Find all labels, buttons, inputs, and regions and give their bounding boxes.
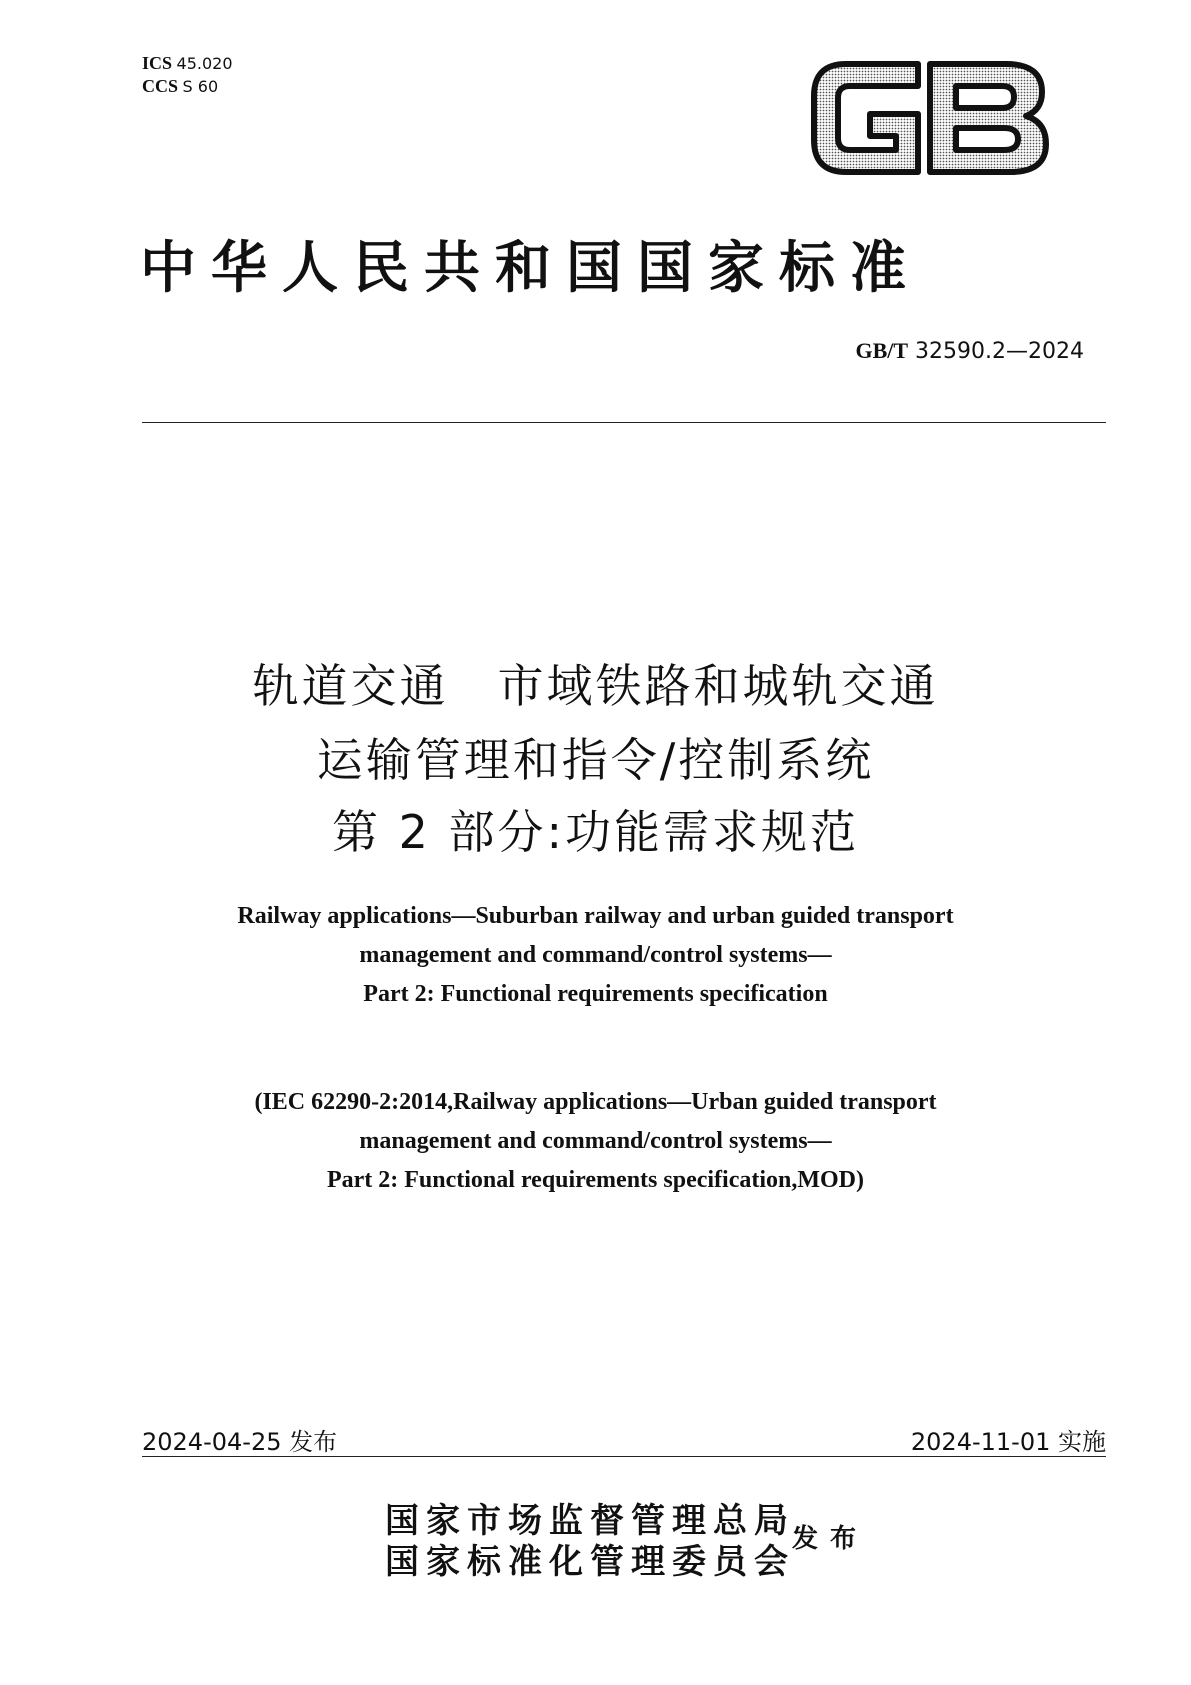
iec-reference-line-1: (IEC 62290-2:2014,Railway applications—Urban guided transport: [254, 1089, 937, 1115]
bottom-divider: [142, 1456, 1106, 1457]
ics-label: ICS: [142, 53, 173, 73]
ics-code: [142, 52, 233, 75]
ics-value: 45.020: [176, 54, 233, 73]
gb-logo: [810, 58, 1050, 178]
english-title-line-2: management and command/control systems—: [359, 942, 832, 968]
issue-word: 发布: [792, 1524, 869, 1554]
ccs-label: CCS: [142, 76, 179, 96]
ccs-value: S 60: [182, 77, 219, 96]
iec-reference-line-2: management and command/control systems—: [359, 1128, 832, 1154]
chinese-title-line-3: 第 2 部分:功能需求规范: [331, 805, 859, 859]
issuer-line-2: 国家标准化管理委员会: [385, 1542, 795, 1582]
iec-reference-line-3: Part 2: Functional requirements specification,MOD): [326, 1167, 865, 1193]
issuer-line-1: 国家市场监督管理总局: [385, 1501, 795, 1541]
english-title-line-1: Railway applications—Suburban railway and urban guided transport: [237, 903, 954, 929]
national-standard-title: 中华人民共和国国家标准: [140, 236, 921, 301]
implementation-date: 2024-11-01 实施: [910, 1428, 1106, 1456]
chinese-title-line-1: 轨道交通 市域铁路和城轨交通: [252, 659, 939, 713]
english-title-line-3: Part 2: Functional requirements specification: [363, 981, 828, 1007]
issue-date: 2024-04-25 发布: [142, 1428, 338, 1456]
chinese-title-line-2: 运输管理和指令/控制系统: [316, 733, 875, 787]
standard-number-value: 32590.2—2024: [915, 339, 1084, 364]
standard-prefix: GB/T: [855, 338, 909, 363]
classification-codes: [142, 52, 233, 98]
ccs-code: [142, 75, 233, 98]
standard-number: [855, 338, 1084, 364]
top-divider: [142, 422, 1106, 423]
